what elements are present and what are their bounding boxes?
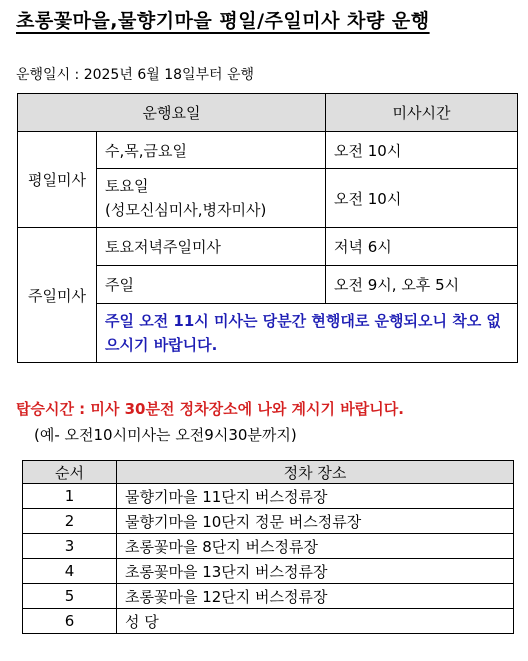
page-title: 초롱꽃마을,물향기마을 평일/주일미사 차량 운행 — [16, 10, 430, 32]
stop-place: 물향기마을 10단지 정문 버스정류장 — [117, 509, 514, 534]
schedule-row — [18, 228, 518, 266]
table-row — [23, 534, 514, 559]
stops-header-row — [23, 461, 514, 484]
weekday-group-label: 평일미사 — [18, 132, 97, 228]
stop-number: 3 — [23, 534, 117, 559]
header-num: 순서 — [23, 461, 117, 484]
schedule-table — [17, 93, 518, 363]
stop-place: 초롱꽃마을 13단지 버스정류장 — [117, 559, 514, 584]
stop-number: 4 — [23, 559, 117, 584]
stop-place: 물향기마을 11단지 버스정류장 — [117, 484, 514, 509]
table-row — [23, 559, 514, 584]
schedule-time: 오전 9시, 오후 5시 — [326, 266, 518, 304]
schedule-days: 토요일 (성모신심미사,병자미사) — [97, 169, 326, 228]
schedule-header-row — [18, 94, 518, 132]
stop-number: 6 — [23, 609, 117, 634]
sunday-group-label: 주일미사 — [18, 228, 97, 363]
table-row — [23, 584, 514, 609]
boarding-example: (예- 오전10시미사는 오전9시30분까지) — [34, 426, 297, 444]
start-date: 운행일시 : 2025년 6월 18일부터 운행 — [16, 67, 255, 83]
header-days: 운행요일 — [18, 94, 326, 132]
boarding-notice: 탑승시간 : 미사 30분전 정차장소에 나와 계시기 바랍니다. — [16, 400, 404, 418]
stop-place: 초롱꽃마을 8단지 버스정류장 — [117, 534, 514, 559]
schedule-time: 오전 10시 — [326, 169, 518, 228]
sunday-notice: 주일 오전 11시 미사는 당분간 현행대로 운행되오니 착오 없으시기 바랍니다. — [97, 304, 518, 363]
schedule-time: 저녁 6시 — [326, 228, 518, 266]
stop-number: 2 — [23, 509, 117, 534]
table-row — [23, 609, 514, 634]
schedule-days: 토요저녁주일미사 — [97, 228, 326, 266]
header-time: 미사시간 — [326, 94, 518, 132]
stop-place: 성 당 — [117, 609, 514, 634]
stops-table — [22, 460, 514, 634]
stop-place: 초롱꽃마을 12단지 버스정류장 — [117, 584, 514, 609]
stop-number: 5 — [23, 584, 117, 609]
schedule-row — [18, 132, 518, 169]
header-place: 정차 장소 — [117, 461, 514, 484]
schedule-time: 오전 10시 — [326, 132, 518, 169]
stop-number: 1 — [23, 484, 117, 509]
schedule-days: 수,목,금요일 — [97, 132, 326, 169]
table-row — [23, 509, 514, 534]
schedule-days: 주일 — [97, 266, 326, 304]
table-row — [23, 484, 514, 509]
